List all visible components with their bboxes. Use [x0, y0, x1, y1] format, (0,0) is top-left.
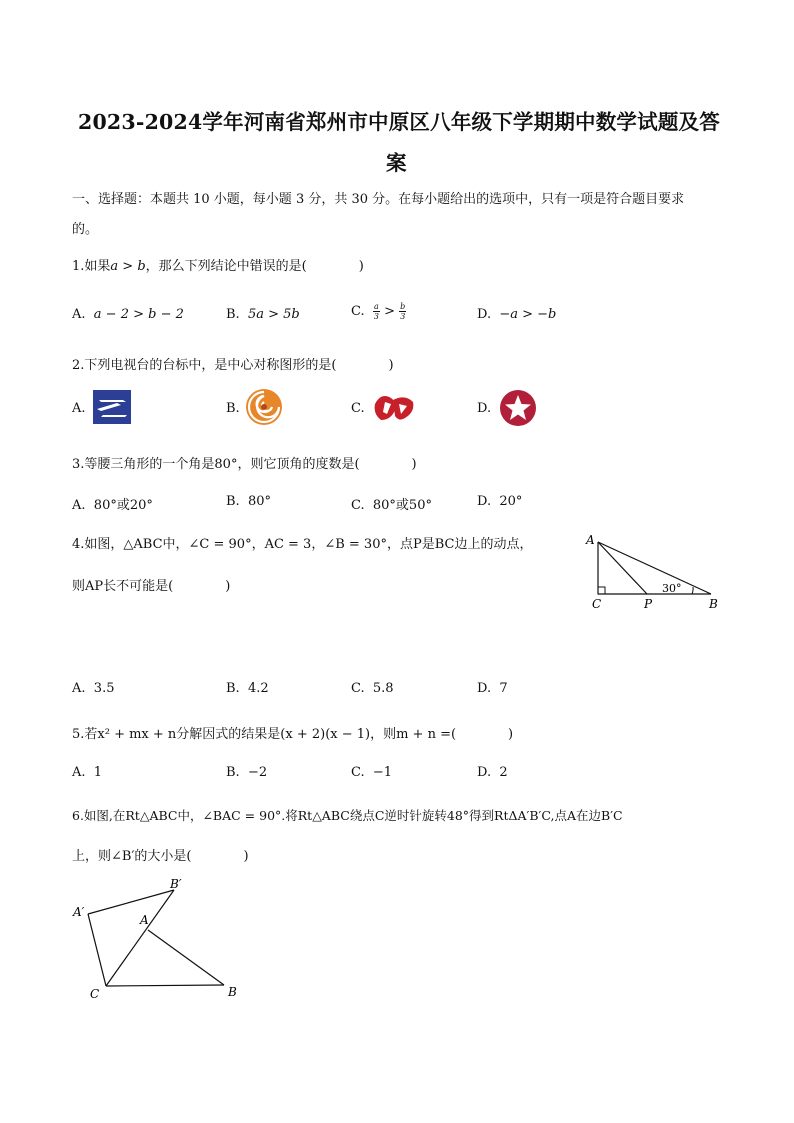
red-shape-logo-icon — [371, 390, 417, 426]
q4-option-b-letter: B. — [226, 681, 240, 696]
question-6-line2: 上，则∠B′的大小是( ) — [72, 849, 249, 864]
q3-option-d — [477, 494, 522, 509]
q4-option-a — [72, 681, 114, 696]
section-instruction-line1: 一、选择题：本题共 10 小题，每小题 3 分，共 30 分。在每小题给出的选项中，只有一项是符合题目要求 — [72, 192, 685, 207]
question-4-line2: 则AP长不可能是( ) — [72, 579, 231, 594]
q5-option-d-letter: D. — [477, 765, 492, 780]
q4-option-c-text: 5.8 — [372, 681, 394, 696]
q5-option-c-letter: C. — [351, 765, 365, 780]
q4-option-a-letter: A. — [72, 681, 86, 696]
q1-option-b — [226, 307, 300, 322]
q2-option-a-letter: A. — [72, 401, 86, 416]
label-c: C — [592, 597, 602, 611]
question-1 — [72, 255, 364, 274]
q2-option-b-letter: B. — [226, 401, 240, 416]
q1-option-a-text: a − 2 > b − 2 — [93, 307, 184, 322]
q3-option-c-text: 80°或50° — [372, 498, 432, 513]
label-b-prime: B′ — [170, 877, 182, 891]
q5-option-d-text: 2 — [499, 765, 508, 780]
q1-option-d-text: −a > −b — [499, 307, 557, 322]
question-3: 3.等腰三角形的一个角是80°，则它顶角的度数是( ) — [72, 457, 417, 472]
q1-option-c-op: > — [384, 304, 396, 319]
question-1-math: a > b — [110, 259, 146, 274]
question-1-suffix: ，那么下列结论中错误的是( ) — [145, 259, 364, 274]
label-p: P — [644, 597, 653, 611]
q1-option-d — [477, 307, 556, 322]
question-1-prefix: 1.如果 — [72, 259, 111, 274]
label-a: A — [586, 533, 595, 547]
q5-option-d — [477, 765, 508, 780]
q4-option-c-letter: C. — [351, 681, 365, 696]
q3-option-b-letter: B. — [226, 494, 240, 509]
q4-option-d-letter: D. — [477, 681, 492, 696]
q5-option-b — [226, 765, 267, 780]
label-b: B — [228, 985, 237, 999]
q5-option-a — [72, 765, 102, 780]
q3-option-a — [72, 494, 153, 513]
q5-option-a-text: 1 — [93, 765, 103, 780]
label-a-prime: A′ — [73, 905, 85, 919]
q1-option-c-frac1: $\frac{a}{3}$ — [373, 302, 379, 321]
q3-option-c-letter: C. — [351, 498, 365, 513]
question-5: 5.若x² + mx + n分解因式的结果是(x + 2)(x − 1)，则m + n =( ) — [72, 727, 514, 742]
q1-option-d-letter: D. — [477, 307, 492, 322]
page-title-line1: 2023-2024学年河南省郑州市中原区八年级下学期期中数学试题及答 — [78, 110, 720, 134]
label-b: B — [709, 597, 718, 611]
red-star-circle-logo-icon — [499, 389, 537, 427]
section-instruction-line2: 的。 — [72, 222, 99, 237]
q3-option-a-letter: A. — [72, 498, 86, 513]
q5-option-c-text: −1 — [372, 765, 393, 780]
q3-option-d-text: 20° — [499, 494, 523, 509]
question-4-line1: 4.如图，△ABC中，∠C = 90°，AC = 3，∠B = 30°，点P是BC边上的动点， — [72, 537, 533, 552]
q3-option-d-letter: D. — [477, 494, 492, 509]
q2-option-d-letter: D. — [477, 401, 492, 416]
blue-square-logo-icon — [93, 390, 131, 424]
q5-option-a-letter: A. — [72, 765, 86, 780]
angle-label: 30° — [662, 582, 682, 595]
q4-option-b-text: 4.2 — [247, 681, 269, 696]
orange-swirl-logo-icon — [244, 388, 284, 426]
q4-option-c — [351, 681, 394, 696]
question-6-line1: 6.如图,在Rt△ABC中，∠BAC = 90°.将Rt△ABC绕点C逆时针旋转48°得到RtΔA′B′C,点A在边B′C — [72, 808, 623, 823]
triangle-abc-figure — [584, 530, 724, 614]
q3-option-a-text: 80°或20° — [93, 498, 153, 513]
q1-option-c-frac2: $\frac{b}{3}$ — [400, 302, 406, 321]
q4-option-a-text: 3.5 — [93, 681, 115, 696]
q5-option-c — [351, 765, 392, 780]
page-title-line2: 案 — [386, 151, 407, 175]
label-c: C — [90, 987, 100, 1001]
q5-option-b-text: −2 — [247, 765, 268, 780]
q3-option-b — [226, 494, 271, 509]
q4-option-d — [477, 681, 508, 696]
q4-option-b — [226, 681, 269, 696]
rotation-figure — [70, 874, 250, 1004]
q1-option-a — [72, 307, 184, 322]
q1-option-c — [351, 302, 406, 321]
q1-option-b-text: 5a > 5b — [247, 307, 300, 322]
q2-option-c-letter: C. — [351, 401, 365, 416]
label-a: A — [140, 913, 149, 927]
q1-option-c-letter: C. — [351, 304, 365, 319]
q1-option-b-letter: B. — [226, 307, 240, 322]
q3-option-c — [351, 494, 432, 513]
question-2: 2.下列电视台的台标中，是中心对称图形的是( ) — [72, 358, 394, 373]
q1-option-a-letter: A. — [72, 307, 86, 322]
q3-option-b-text: 80° — [247, 494, 271, 509]
q5-option-b-letter: B. — [226, 765, 240, 780]
q4-option-d-text: 7 — [499, 681, 508, 696]
